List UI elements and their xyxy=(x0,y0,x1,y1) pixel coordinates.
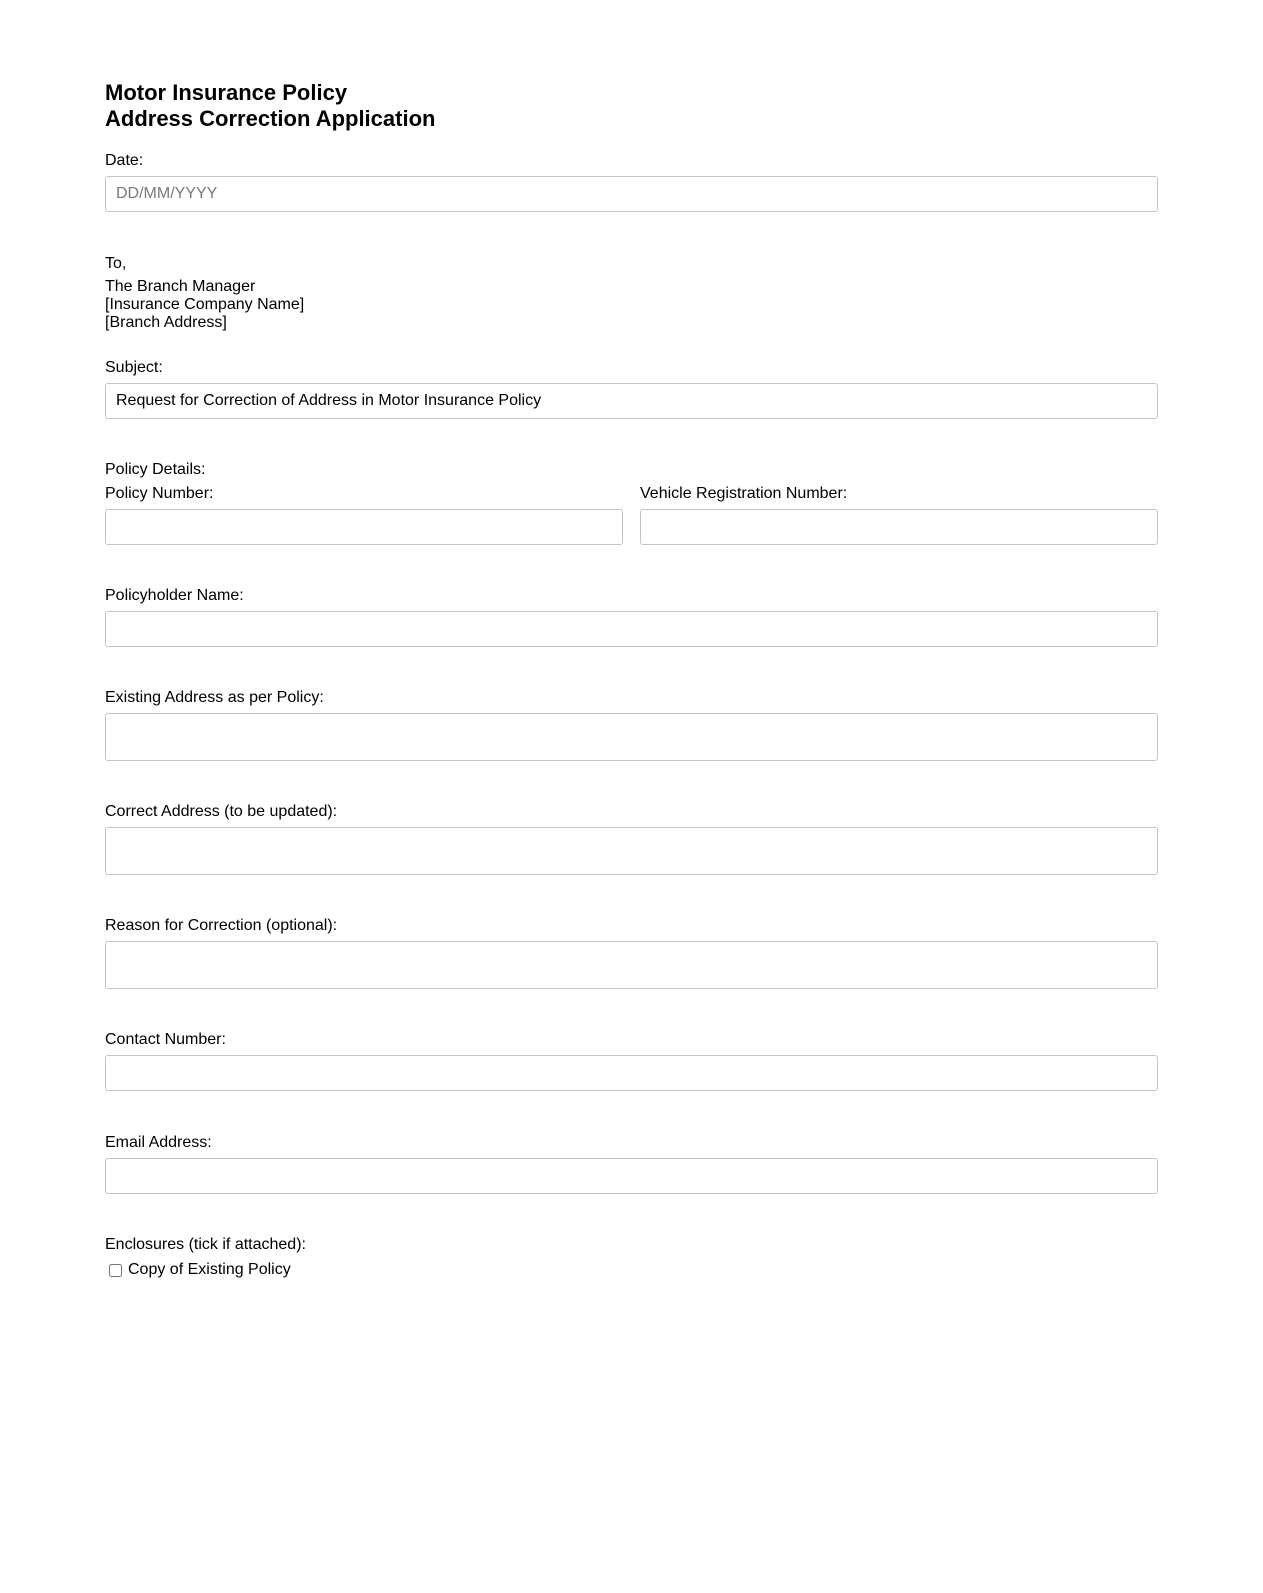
recipient-salutation: To, xyxy=(105,255,127,272)
existing-address-input[interactable] xyxy=(105,713,1158,761)
policyholder-name-input[interactable] xyxy=(105,611,1158,647)
date-label: Date: xyxy=(105,152,144,169)
enclosure-item[interactable] xyxy=(105,1261,291,1279)
contact-number-input[interactable] xyxy=(105,1055,1158,1091)
reason-input[interactable] xyxy=(105,941,1158,989)
title-line-1: Motor Insurance Policy xyxy=(105,80,348,105)
vehicle-registration-input[interactable] xyxy=(640,509,1158,545)
enclosures-heading: Enclosures (tick if attached): xyxy=(105,1236,306,1253)
subject-input[interactable] xyxy=(105,383,1158,419)
policy-details-heading: Policy Details: xyxy=(105,461,206,478)
recipient-line-3: [Branch Address] xyxy=(105,314,227,331)
recipient-line-1: The Branch Manager xyxy=(105,278,256,295)
policy-number-input[interactable] xyxy=(105,509,623,545)
subject-label: Subject: xyxy=(105,359,163,376)
policyholder-name-label: Policyholder Name: xyxy=(105,587,244,604)
vehicle-registration-group xyxy=(640,485,1158,545)
policy-number-group xyxy=(105,485,623,545)
reason-label: Reason for Correction (optional): xyxy=(105,917,338,934)
title-line-2: Address Correction Application xyxy=(105,106,436,131)
contact-number-label: Contact Number: xyxy=(105,1031,226,1048)
correct-address-input[interactable] xyxy=(105,827,1158,875)
recipient-address xyxy=(105,278,304,332)
existing-address-label: Existing Address as per Policy: xyxy=(105,689,324,706)
correct-address-label: Correct Address (to be updated): xyxy=(105,803,338,820)
vehicle-registration-label: Vehicle Registration Number: xyxy=(640,485,848,502)
copy-of-policy-checkbox[interactable] xyxy=(109,1264,122,1277)
date-input[interactable] xyxy=(105,176,1158,212)
email-address-label: Email Address: xyxy=(105,1134,212,1151)
copy-of-policy-label: Copy of Existing Policy xyxy=(128,1261,291,1278)
policy-number-label: Policy Number: xyxy=(105,485,214,502)
policy-details-row xyxy=(105,485,1158,545)
recipient-line-2: [Insurance Company Name] xyxy=(105,296,305,313)
page-title xyxy=(105,80,435,132)
email-address-input[interactable] xyxy=(105,1158,1158,1194)
